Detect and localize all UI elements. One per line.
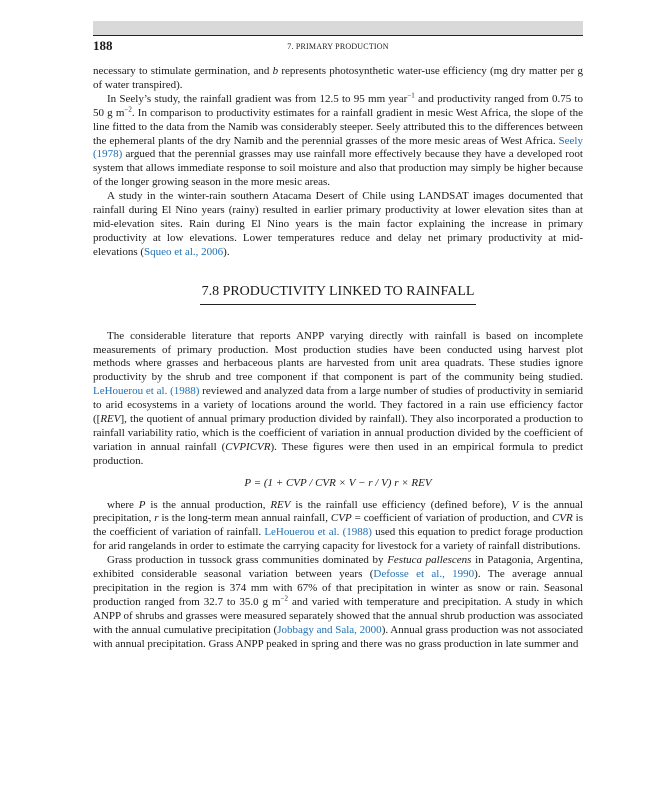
header-bar xyxy=(93,21,583,35)
text: where xyxy=(107,498,139,511)
variable: P xyxy=(138,498,146,511)
page-number: 188 xyxy=(93,38,113,53)
text: reviewed and analyzed data from a large number of studies of productivity in semiarid to arid ecosystems in a variety of locations around the world. They factored in a rain use efficiency factor ([ xyxy=(93,385,583,426)
citation-link[interactable]: Jobbagy and Sala, 2000 xyxy=(277,623,382,636)
superscript: −2 xyxy=(280,594,289,603)
variable: CVP xyxy=(330,512,352,525)
text: and productivity ranged from 0.75 to 50 g m xyxy=(93,92,583,119)
text: is the annual production, xyxy=(145,498,271,511)
text: = coefficient of variation of production, and xyxy=(351,512,552,525)
superscript: −2 xyxy=(124,105,132,114)
paragraph-seely xyxy=(93,93,583,190)
text: is the long-term mean annual rainfall, xyxy=(158,512,331,525)
citation-link[interactable]: LeHouerou et al. (1988) xyxy=(93,385,200,398)
paragraph-continued xyxy=(93,65,583,93)
variable: V xyxy=(511,498,519,511)
equation: P = (1 + CVP / CVR × V − r / V) r × REV xyxy=(244,476,432,489)
text: In Seely’s study, the rainfall gradient was from 12.5 to 95 mm year xyxy=(107,92,408,105)
variable: CVR xyxy=(551,512,573,525)
text: used this equation to predict forage production for arid rangelands in order to estimate the carrying capacity for livestock for a variety of rainfall distributions. xyxy=(93,526,583,553)
citation-link[interactable]: Seely (1978) xyxy=(93,134,583,161)
text: is the annual precipitation, xyxy=(93,498,583,525)
section-heading xyxy=(93,285,583,305)
variable: CVPICVR xyxy=(225,440,271,453)
paragraph-definitions xyxy=(93,499,583,555)
superscript: −1 xyxy=(407,91,415,100)
citation-link[interactable]: LeHouerou et al. (1988) xyxy=(264,526,372,539)
text: necessary to stimulate germination, and xyxy=(93,65,273,77)
text: ). These figures were then used in an empirical formula to predict production. xyxy=(93,440,583,467)
text: ], the quotient of annual primary production divided by rainfall). They also incorporated a production to rainfall variability ratio, which is the coefficient of variation in annual production divided by the coefficient of variation in annual rainfall ( xyxy=(93,413,583,453)
text: ). xyxy=(223,245,230,258)
variable-b: b xyxy=(272,65,279,77)
text: represents photosynthetic water-use efficiency (mg dry matter per g of water transpired). xyxy=(93,65,584,91)
text: in Patagonia, Argentina, exhibited considerable seasonal variation between years ( xyxy=(93,554,583,581)
text: A study in the winter-rain southern Atacama Desert of Chile using LANDSAT images documented that rainfall during El Nino years (rainy) resulted in earlier primary productivity at lower elevation sites than at mid-elevation sites. Rain during El Nino years is the main factor explaining the increase in primary productivity at low elevations. Lower temperatures reduce and delay net primary productivity at mid-elevations ( xyxy=(93,190,583,258)
text: ). The average annual precipitation in the region is 374 mm with 67% of that precipitation in winter as snow or rain. Seasonal production ranged from 32.7 to 35.0 g m xyxy=(93,568,583,608)
page-body xyxy=(93,65,583,652)
text: Grass production in tussock grass communities dominated by xyxy=(107,554,388,567)
text: is the rainfall use efficiency (defined before), xyxy=(290,498,512,511)
species-name: Festuca pallescens xyxy=(387,554,472,567)
variable: REV xyxy=(100,413,121,426)
paragraph-patagonia xyxy=(93,554,583,651)
text: argued that the perennial grasses may use rainfall more effectively because they have a developed root system that allows immediate response to soil moisture and also that production may simply be higher because of the longer growing season in the more mesic areas. xyxy=(93,148,583,189)
paragraph-literature xyxy=(93,330,583,469)
citation-link[interactable]: Defosse et al., 1990 xyxy=(373,568,475,581)
section-heading-text: 7.8 PRODUCTIVITY LINKED TO RAINFALL xyxy=(200,285,477,305)
text: is the coefficient of variation of rainfall. xyxy=(93,512,583,539)
variable: r xyxy=(154,512,159,525)
text: ). Annual grass production was not associated with annual precipitation. Grass ANPP peaked in spring and there was no grass production in late summer and xyxy=(93,623,584,650)
text: The considerable literature that reports ANPP varying directly with rainfall is based on incomplete measurements of primary production. Most production studies have been conducted using harvest plot methods where grasses and herbaceous plants are harvested from unit area quadrats. These studies ignore productivity by the shrub and tree component if that component is part of the community being studied. xyxy=(93,329,583,384)
citation-link[interactable]: Squeo et al., 2006 xyxy=(144,245,224,258)
text: . In comparison to productivity estimates for a rainfall gradient in mesic West Africa, the slope of the line fitted to the data from the Namib was considerably steeper. Seely attributed this to the differences between the ephemeral plants of the dry Namib and the perennial grasses of the more mesic areas of West Africa. xyxy=(93,106,583,147)
header-rule xyxy=(93,35,583,36)
paragraph-atacama xyxy=(93,190,583,260)
variable: REV xyxy=(270,498,291,511)
text: and varied with temperature and precipitation. A study in which ANPP of shrubs and grasses were measured separately showed that the annual shrub production was associated with the annual cumulative precipitation ( xyxy=(93,595,583,636)
running-title: 7. PRIMARY PRODUCTION xyxy=(287,42,389,51)
